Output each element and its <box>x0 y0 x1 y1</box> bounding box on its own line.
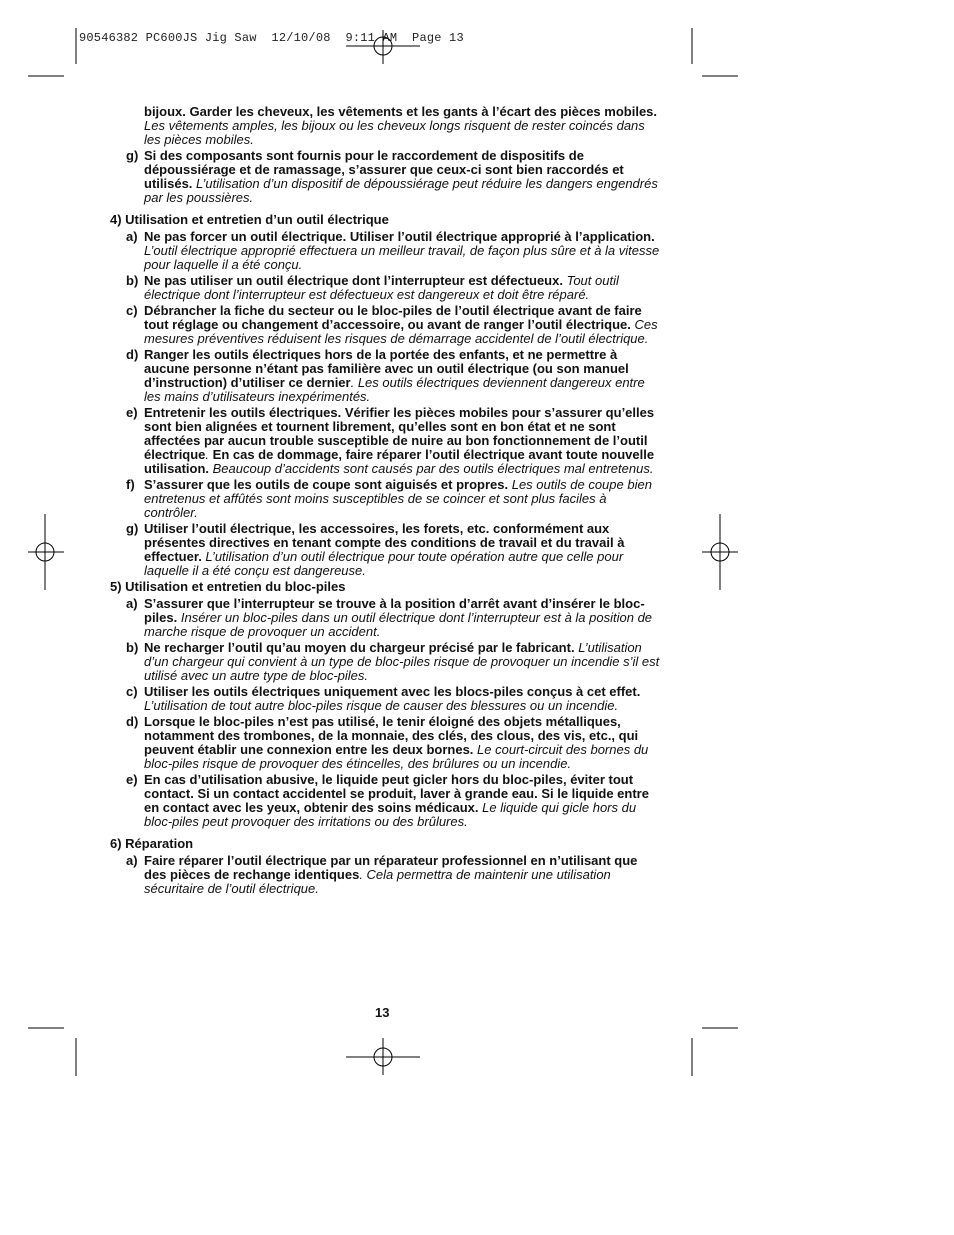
para-italic: Les vêtements amples, les bijoux ou les cheveux longs risquent de rester coincés dans les pièces mobiles. <box>144 118 645 147</box>
list-item <box>110 149 662 205</box>
list-item <box>110 406 662 476</box>
item-label: e) <box>126 405 138 420</box>
item-label: c) <box>126 684 138 699</box>
para-bold: Débrancher la fiche du secteur ou le bloc-piles de l’outil électrique avant de faire tout réglage ou changement d’accessoire, ou avant de ranger l’outil électrique. <box>144 303 642 332</box>
para-italic: . Cela permettra de maintenir une utilisation sécuritaire de l’outil électrique. <box>144 867 611 896</box>
list-item <box>110 348 662 404</box>
para-bold: Si des composants sont fournis pour le raccordement de dispositifs de dépoussiérage et de ramassage, s’assurer que ceux-ci sont bien raccordés et utilisés. <box>144 148 624 191</box>
item-label: g) <box>126 521 139 536</box>
item-label: c) <box>126 303 138 318</box>
item-label: f) <box>126 477 135 492</box>
para-bold: Utiliser les outils électriques uniquement avec les blocs-piles conçus à cet effet. <box>144 684 641 699</box>
para-italic: Ces mesures préventives réduisent les risques de démarrage accidentel de l’outil électrique. <box>144 317 658 346</box>
para-italic: . <box>205 447 213 462</box>
list-item <box>110 854 662 896</box>
list-item <box>110 478 662 520</box>
para-italic: Le liquide qui gicle hors du bloc-piles peut provoquer des irritations ou des brûlures. <box>144 800 637 829</box>
para-bold: Ranger les outils électriques hors de la portée des enfants, et ne permettre à aucune personne n’étant pas familière avec un outil électrique (ou son manuel d’instruction) d’utiliser ce dernier <box>144 347 629 390</box>
list-item <box>110 274 662 302</box>
para-bold: Faire réparer l’outil électrique par un réparateur professionnel en n’utilisant que des pièces de rechange identiques <box>144 853 638 882</box>
para-bold: En cas de dommage, faire réparer l’outil électrique avant toute nouvelle utilisation. <box>144 447 655 476</box>
para-italic: L’utilisation d’un outil électrique pour toute opération autre que celle pour laquelle il a été conçu est dangereuse. <box>144 549 624 578</box>
item-label: a) <box>126 853 138 868</box>
para-italic: Insérer un bloc-piles dans un outil électrique dont l’interrupteur est à la position de marche risque de provoquer un accident. <box>144 610 653 639</box>
para-bold: Ne recharger l’outil qu’au moyen du chargeur précisé par le fabricant. <box>144 640 575 655</box>
para-italic: L’outil électrique approprié effectuera un meilleur travail, de façon plus sûre et à la vitesse pour laquelle il a été conçu. <box>144 243 660 272</box>
para-bold: En cas d’utilisation abusive, le liquide peut gicler hors du bloc-piles, éviter tout contact. Si un contact accidentel se produit, laver à grande eau. Si le liquide entre en contact avec les yeux, obtenir des soins médicaux. <box>144 772 649 815</box>
para-italic: L’utilisation d’un dispositif de dépoussiérage peut réduire les dangers engendrés par les poussières. <box>144 176 658 205</box>
item-label: d) <box>126 347 139 362</box>
list-item <box>110 304 662 346</box>
section-heading: 5) Utilisation et entretien du bloc-piles <box>110 579 346 594</box>
para-bold: S’assurer que l’interrupteur se trouve à la position d’arrêt avant d’insérer le bloc-piles. <box>144 596 645 625</box>
list-item <box>110 230 662 272</box>
list-item <box>110 773 662 829</box>
item-label: g) <box>126 148 139 163</box>
para-italic: . Les outils électriques deviennent dangereux entre les mains d’utilisateurs inexpérimentés. <box>144 375 645 404</box>
para-bold: Entretenir les outils électriques. Vérifier les pièces mobiles pour s’assurer qu’elles sont bien alignées et tournent librement, qu’elles sont en bon état et ne sont affectées par aucun trouble susceptible de nuire au bon fonctionnement de l’outil électrique <box>144 405 655 462</box>
para-italic: Le court-circuit des bornes du bloc-piles risque de provoquer des étincelles, des brûlures ou un incendie. <box>144 742 649 771</box>
manual-text <box>110 105 662 898</box>
item-label: e) <box>126 772 138 787</box>
para-italic: Tout outil électrique dont l’interrupteur est défectueux est dangereux et doit être réparé. <box>144 273 619 302</box>
para-italic: Beaucoup d’accidents sont causés par des outils électriques mal entretenus. <box>209 461 654 476</box>
para-bold: S’assurer que les outils de coupe sont aiguisés et propres. <box>144 477 509 492</box>
para-bold: Ne pas forcer un outil électrique. Utiliser l’outil électrique approprié à l’application. <box>144 229 655 244</box>
list-item <box>110 522 662 578</box>
page-number: 13 <box>375 1005 390 1020</box>
item-label: b) <box>126 273 139 288</box>
para-italic: Les outils de coupe bien entretenus et affûtés sont moins susceptibles de se coincer et sont plus faciles à contrôler. <box>144 477 652 520</box>
section-heading: 6) Réparation <box>110 836 194 851</box>
para-italic: L’utilisation de tout autre bloc-piles risque de causer des blessures ou un incendie. <box>144 698 619 713</box>
item-label: d) <box>126 714 139 729</box>
list-item <box>110 715 662 771</box>
para-bold: Ne pas utiliser un outil électrique dont l’interrupteur est défectueux. <box>144 273 563 288</box>
item-label: b) <box>126 640 139 655</box>
list-item <box>110 685 662 713</box>
list-item <box>110 597 662 639</box>
list-item <box>110 641 662 683</box>
para-bold: Lorsque le bloc-piles n’est pas utilisé, le tenir éloigné des objets métalliques, notamment des trombones, de la monnaie, des clés, des clous, des vis, etc., qui peuvent établir une connexion entre les deux bornes. <box>144 714 639 757</box>
para-bold: Utiliser l’outil électrique, les accessoires, les forets, etc. conformément aux présentes directives en tenant compte des conditions de travail et du travail à effectuer. <box>144 521 625 564</box>
para-italic: L’utilisation d’un chargeur qui convient à un type de bloc-piles risque de provoquer un incendie s’il est utilisé avec un autre type de bloc-piles. <box>144 640 660 683</box>
para-bold: bijoux. Garder les cheveux, les vêtements et les gants à l’écart des pièces mobiles. <box>144 104 658 119</box>
item-label: a) <box>126 229 138 244</box>
item-label: a) <box>126 596 138 611</box>
continued-paragraph <box>110 105 662 147</box>
section-heading: 4) Utilisation et entretien d’un outil électrique <box>110 212 389 227</box>
print-slug: 90546382 PC600JS Jig Saw 12/10/08 9:11 AM Page 13 <box>79 31 464 45</box>
